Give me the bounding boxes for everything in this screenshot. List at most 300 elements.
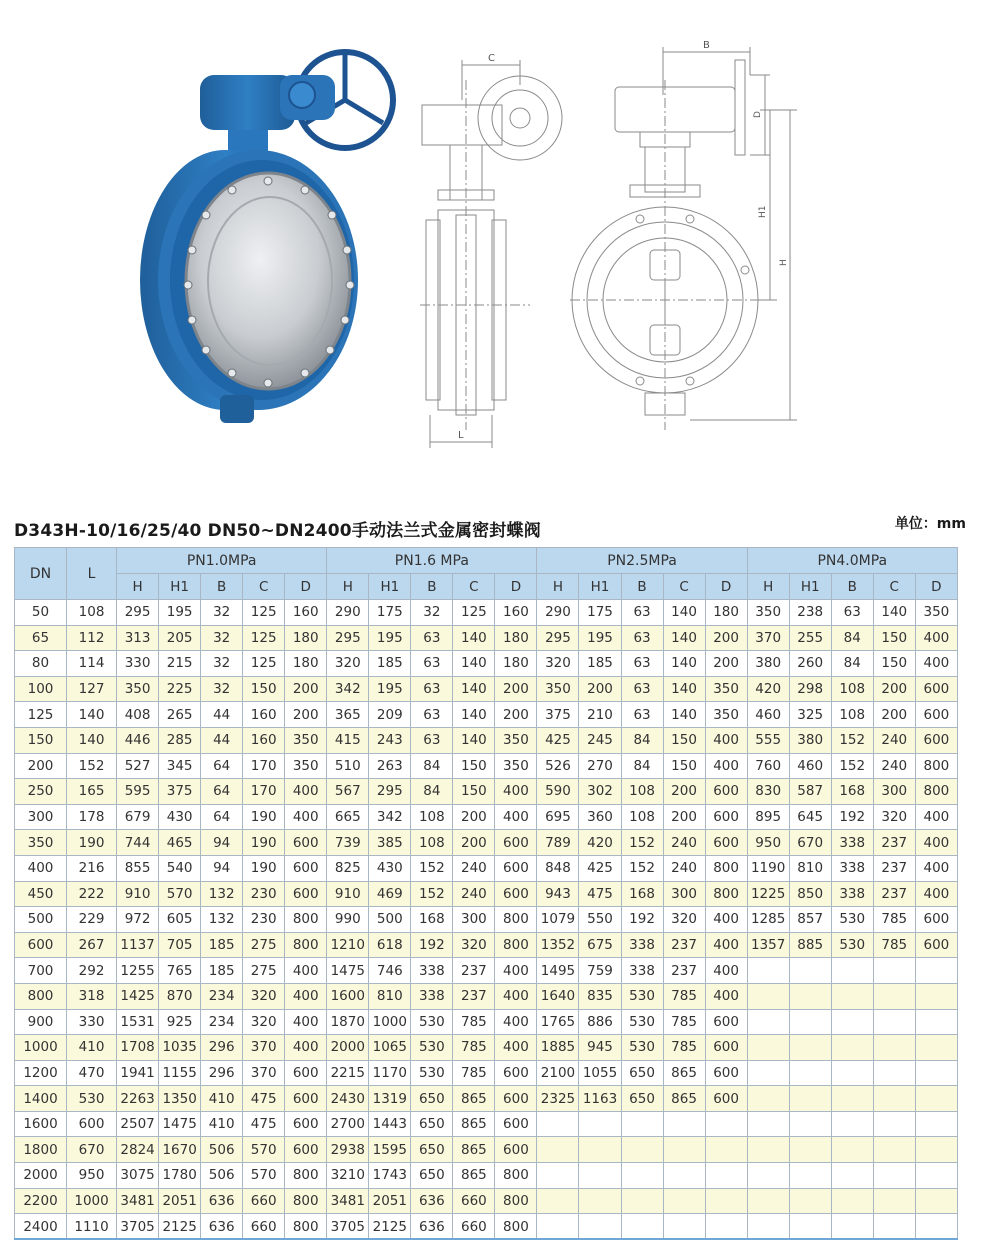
table-cell: 945 bbox=[579, 1035, 621, 1061]
table-cell: 225 bbox=[159, 676, 201, 702]
table-cell: 320 bbox=[453, 932, 495, 958]
table-cell: 185 bbox=[369, 651, 411, 677]
subheader-pn25-d: D bbox=[705, 574, 747, 600]
table-cell bbox=[873, 1163, 915, 1189]
table-cell bbox=[831, 1086, 873, 1112]
table-cell: 870 bbox=[159, 983, 201, 1009]
table-cell: 108 bbox=[411, 830, 453, 856]
table-cell: 195 bbox=[579, 625, 621, 651]
table-cell: 270 bbox=[579, 753, 621, 779]
table-cell: 1600 bbox=[15, 1111, 67, 1137]
subheader-pn16-b: B bbox=[411, 574, 453, 600]
table-cell: 180 bbox=[495, 651, 537, 677]
table-cell: 785 bbox=[453, 1009, 495, 1035]
table-cell: 800 bbox=[495, 932, 537, 958]
table-cell: 250 bbox=[15, 779, 67, 805]
table-cell: 475 bbox=[579, 881, 621, 907]
table-cell bbox=[915, 1214, 957, 1240]
table-cell: 230 bbox=[243, 881, 285, 907]
table-cell bbox=[915, 1111, 957, 1137]
table-cell: 375 bbox=[537, 702, 579, 728]
table-cell: 636 bbox=[201, 1214, 243, 1240]
table-cell: 527 bbox=[117, 753, 159, 779]
table-cell: 84 bbox=[411, 779, 453, 805]
table-cell: 600 bbox=[285, 1111, 327, 1137]
table-cell: 190 bbox=[243, 830, 285, 856]
table-cell: 400 bbox=[285, 1009, 327, 1035]
table-cell: 475 bbox=[243, 1086, 285, 1112]
valve-photo bbox=[140, 45, 400, 435]
table-cell: 1475 bbox=[327, 958, 369, 984]
table-cell: 365 bbox=[327, 702, 369, 728]
table-cell: 140 bbox=[663, 600, 705, 626]
table-cell: 2100 bbox=[537, 1060, 579, 1086]
table-cell: 192 bbox=[411, 932, 453, 958]
table-cell: 160 bbox=[285, 600, 327, 626]
table-cell: 600 bbox=[705, 804, 747, 830]
table-cell: 1000 bbox=[369, 1009, 411, 1035]
table-cell: 140 bbox=[67, 727, 117, 753]
table-cell: 506 bbox=[201, 1163, 243, 1189]
table-cell: 800 bbox=[495, 1163, 537, 1189]
table-cell: 237 bbox=[453, 958, 495, 984]
table-cell: 650 bbox=[411, 1163, 453, 1189]
table-cell: 132 bbox=[201, 907, 243, 933]
table-cell: 200 bbox=[873, 676, 915, 702]
table-cell: 63 bbox=[411, 702, 453, 728]
table-cell: 209 bbox=[369, 702, 411, 728]
table-cell: 125 bbox=[15, 702, 67, 728]
table-cell: 850 bbox=[789, 881, 831, 907]
subheader-pn25-h1: H1 bbox=[579, 574, 621, 600]
subheader-pn10-b: B bbox=[201, 574, 243, 600]
table-row bbox=[15, 1060, 958, 1086]
table-cell: 160 bbox=[495, 600, 537, 626]
table-cell: 1600 bbox=[327, 983, 369, 1009]
table-cell bbox=[747, 1035, 789, 1061]
table-cell: 152 bbox=[831, 727, 873, 753]
table-row bbox=[15, 727, 958, 753]
table-cell: 140 bbox=[453, 727, 495, 753]
table-cell bbox=[789, 1188, 831, 1214]
table-cell bbox=[831, 1060, 873, 1086]
table-cell: 420 bbox=[579, 830, 621, 856]
dimension-b-label: B bbox=[703, 40, 710, 51]
table-cell: 380 bbox=[747, 651, 789, 677]
subheader-pn10-c: C bbox=[243, 574, 285, 600]
table-cell: 240 bbox=[873, 753, 915, 779]
table-cell: 810 bbox=[789, 855, 831, 881]
table-cell: 1352 bbox=[537, 932, 579, 958]
table-cell: 300 bbox=[453, 907, 495, 933]
table-cell bbox=[915, 1009, 957, 1035]
table-cell bbox=[915, 983, 957, 1009]
table-cell: 108 bbox=[411, 804, 453, 830]
table-row bbox=[15, 907, 958, 933]
table-cell: 2215 bbox=[327, 1060, 369, 1086]
table-cell: 63 bbox=[621, 702, 663, 728]
table-cell: 650 bbox=[621, 1060, 663, 1086]
table-cell: 185 bbox=[579, 651, 621, 677]
table-cell bbox=[663, 1214, 705, 1240]
table-cell: 430 bbox=[369, 855, 411, 881]
table-cell bbox=[873, 1214, 915, 1240]
table-cell: 275 bbox=[243, 958, 285, 984]
table-cell: 450 bbox=[15, 881, 67, 907]
table-cell bbox=[747, 1214, 789, 1240]
table-cell bbox=[537, 1163, 579, 1189]
table-cell: 2430 bbox=[327, 1086, 369, 1112]
table-cell: 150 bbox=[873, 625, 915, 651]
table-cell: 205 bbox=[159, 625, 201, 651]
table-cell: 1885 bbox=[537, 1035, 579, 1061]
table-cell: 84 bbox=[831, 625, 873, 651]
table-cell: 168 bbox=[411, 907, 453, 933]
table-cell: 900 bbox=[15, 1009, 67, 1035]
table-cell: 295 bbox=[117, 600, 159, 626]
table-cell: 84 bbox=[411, 753, 453, 779]
table-row bbox=[15, 1086, 958, 1112]
table-cell bbox=[831, 1009, 873, 1035]
table-cell: 830 bbox=[747, 779, 789, 805]
table-cell: 645 bbox=[789, 804, 831, 830]
subheader-pn16-d: D bbox=[495, 574, 537, 600]
table-cell: 265 bbox=[159, 702, 201, 728]
table-row bbox=[15, 779, 958, 805]
table-cell bbox=[705, 1214, 747, 1240]
table-cell bbox=[873, 1111, 915, 1137]
table-cell: 400 bbox=[915, 855, 957, 881]
table-cell: 885 bbox=[789, 932, 831, 958]
table-cell: 990 bbox=[327, 907, 369, 933]
table-cell: 200 bbox=[285, 676, 327, 702]
table-cell: 400 bbox=[285, 1035, 327, 1061]
table-cell bbox=[789, 1035, 831, 1061]
table-cell: 338 bbox=[621, 932, 663, 958]
table-cell: 345 bbox=[159, 753, 201, 779]
table-cell bbox=[537, 1111, 579, 1137]
dimension-h1-label: H1 bbox=[758, 205, 768, 218]
table-cell: 295 bbox=[327, 625, 369, 651]
table-cell: 237 bbox=[663, 932, 705, 958]
table-cell: 385 bbox=[369, 830, 411, 856]
table-cell bbox=[915, 958, 957, 984]
table-cell: 222 bbox=[67, 881, 117, 907]
table-cell: 350 bbox=[285, 727, 327, 753]
table-cell: 300 bbox=[663, 881, 705, 907]
table-cell: 200 bbox=[705, 625, 747, 651]
table-cell: 600 bbox=[285, 855, 327, 881]
table-cell: 570 bbox=[243, 1137, 285, 1163]
table-cell: 1110 bbox=[67, 1214, 117, 1240]
table-cell: 1743 bbox=[369, 1163, 411, 1189]
table-cell: 800 bbox=[705, 881, 747, 907]
table-cell: 660 bbox=[453, 1188, 495, 1214]
table-cell: 510 bbox=[327, 753, 369, 779]
table-cell: 605 bbox=[159, 907, 201, 933]
table-cell: 400 bbox=[915, 651, 957, 677]
table-cell: 330 bbox=[117, 651, 159, 677]
table-cell: 350 bbox=[747, 600, 789, 626]
table-cell: 302 bbox=[579, 779, 621, 805]
table-cell: 465 bbox=[159, 830, 201, 856]
table-cell: 320 bbox=[873, 804, 915, 830]
table-cell: 100 bbox=[15, 676, 67, 702]
table-cell: 140 bbox=[873, 600, 915, 626]
table-cell bbox=[873, 1009, 915, 1035]
page-title: D343H-10/16/25/40 DN50~DN2400手动法兰式金属密封蝶阀 bbox=[14, 521, 541, 541]
table-row bbox=[15, 1111, 958, 1137]
table-cell: 200 bbox=[453, 804, 495, 830]
table-cell: 240 bbox=[663, 855, 705, 881]
table-cell: 200 bbox=[285, 702, 327, 728]
table-cell: 178 bbox=[67, 804, 117, 830]
table-row bbox=[15, 855, 958, 881]
table-cell: 200 bbox=[453, 830, 495, 856]
table-cell: 600 bbox=[495, 830, 537, 856]
table-cell: 400 bbox=[705, 753, 747, 779]
header-dn: DN bbox=[15, 548, 67, 600]
table-cell: 650 bbox=[411, 1111, 453, 1137]
table-cell: 125 bbox=[453, 600, 495, 626]
table-cell bbox=[705, 1163, 747, 1189]
table-cell: 785 bbox=[873, 932, 915, 958]
table-cell: 1531 bbox=[117, 1009, 159, 1035]
table-cell: 65 bbox=[15, 625, 67, 651]
table-cell: 865 bbox=[453, 1086, 495, 1112]
table-cell: 587 bbox=[789, 779, 831, 805]
table-cell: 600 bbox=[705, 830, 747, 856]
table-cell: 600 bbox=[495, 1111, 537, 1137]
table-cell: 152 bbox=[621, 855, 663, 881]
table-cell: 125 bbox=[243, 651, 285, 677]
table-cell: 785 bbox=[873, 907, 915, 933]
table-cell bbox=[621, 1111, 663, 1137]
table-cell: 152 bbox=[621, 830, 663, 856]
table-cell: 600 bbox=[15, 932, 67, 958]
table-cell: 400 bbox=[495, 1035, 537, 1061]
table-cell bbox=[915, 1035, 957, 1061]
table-cell: 292 bbox=[67, 958, 117, 984]
table-cell: 1035 bbox=[159, 1035, 201, 1061]
table-row bbox=[15, 1163, 958, 1189]
table-row bbox=[15, 1035, 958, 1061]
table-cell: 800 bbox=[915, 779, 957, 805]
table-cell: 185 bbox=[201, 932, 243, 958]
table-cell: 63 bbox=[621, 651, 663, 677]
table-cell: 1357 bbox=[747, 932, 789, 958]
table-cell: 150 bbox=[663, 727, 705, 753]
table-cell: 84 bbox=[621, 727, 663, 753]
spec-table bbox=[14, 547, 958, 1240]
table-cell: 400 bbox=[705, 958, 747, 984]
subheader-pn25-b: B bbox=[621, 574, 663, 600]
table-cell: 2051 bbox=[159, 1188, 201, 1214]
table-cell: 470 bbox=[67, 1060, 117, 1086]
table-cell: 660 bbox=[453, 1214, 495, 1240]
table-cell: 1425 bbox=[117, 983, 159, 1009]
table-cell: 240 bbox=[453, 855, 495, 881]
sub-header-row bbox=[15, 574, 958, 600]
table-cell: 150 bbox=[453, 753, 495, 779]
table-cell: 2000 bbox=[327, 1035, 369, 1061]
table-cell: 313 bbox=[117, 625, 159, 651]
table-cell: 636 bbox=[411, 1188, 453, 1214]
table-cell: 370 bbox=[243, 1060, 285, 1086]
illustration-area bbox=[0, 0, 1000, 490]
table-cell: 460 bbox=[747, 702, 789, 728]
table-cell: 800 bbox=[495, 1214, 537, 1240]
dimension-h-label: H bbox=[779, 259, 789, 266]
table-cell: 430 bbox=[159, 804, 201, 830]
table-cell bbox=[579, 1163, 621, 1189]
table-cell: 200 bbox=[579, 676, 621, 702]
table-cell: 350 bbox=[495, 753, 537, 779]
table-cell: 350 bbox=[705, 702, 747, 728]
table-cell: 1400 bbox=[15, 1086, 67, 1112]
subheader-pn40-d: D bbox=[915, 574, 957, 600]
dimension-c-label: C bbox=[488, 53, 495, 64]
dimension-d-label: D bbox=[753, 111, 763, 118]
table-cell: 420 bbox=[747, 676, 789, 702]
table-cell: 152 bbox=[831, 753, 873, 779]
table-cell bbox=[873, 983, 915, 1009]
table-cell: 338 bbox=[621, 958, 663, 984]
table-cell: 370 bbox=[747, 625, 789, 651]
table-cell bbox=[747, 983, 789, 1009]
table-cell: 810 bbox=[369, 983, 411, 1009]
table-cell: 500 bbox=[15, 907, 67, 933]
table-cell bbox=[789, 1163, 831, 1189]
table-cell bbox=[621, 1214, 663, 1240]
table-cell: 570 bbox=[243, 1163, 285, 1189]
table-cell bbox=[747, 1163, 789, 1189]
table-cell: 600 bbox=[705, 779, 747, 805]
table-cell: 700 bbox=[15, 958, 67, 984]
table-cell: 600 bbox=[495, 855, 537, 881]
table-cell: 400 bbox=[495, 958, 537, 984]
table-cell: 410 bbox=[201, 1086, 243, 1112]
table-cell: 675 bbox=[579, 932, 621, 958]
table-cell: 785 bbox=[453, 1035, 495, 1061]
table-cell: 400 bbox=[495, 1009, 537, 1035]
table-cell bbox=[831, 1137, 873, 1163]
table-cell: 338 bbox=[831, 855, 873, 881]
subheader-pn16-c: C bbox=[453, 574, 495, 600]
table-cell: 600 bbox=[915, 727, 957, 753]
table-cell: 526 bbox=[537, 753, 579, 779]
table-cell: 600 bbox=[285, 830, 327, 856]
table-row bbox=[15, 625, 958, 651]
table-cell: 400 bbox=[495, 983, 537, 1009]
table-cell: 114 bbox=[67, 651, 117, 677]
table-cell: 160 bbox=[243, 702, 285, 728]
table-cell: 1000 bbox=[67, 1188, 117, 1214]
table-cell bbox=[579, 1188, 621, 1214]
table-cell bbox=[915, 1188, 957, 1214]
table-cell: 1443 bbox=[369, 1111, 411, 1137]
table-cell: 170 bbox=[243, 779, 285, 805]
table-cell: 108 bbox=[621, 804, 663, 830]
table-cell: 140 bbox=[453, 676, 495, 702]
table-cell: 950 bbox=[67, 1163, 117, 1189]
table-cell: 670 bbox=[67, 1137, 117, 1163]
table-cell: 670 bbox=[789, 830, 831, 856]
table-cell: 237 bbox=[663, 958, 705, 984]
table-cell: 1190 bbox=[747, 855, 789, 881]
table-row bbox=[15, 1009, 958, 1035]
table-cell: 865 bbox=[453, 1137, 495, 1163]
table-cell: 590 bbox=[537, 779, 579, 805]
table-cell: 665 bbox=[327, 804, 369, 830]
table-cell: 160 bbox=[243, 727, 285, 753]
table-cell: 237 bbox=[873, 830, 915, 856]
table-cell: 195 bbox=[159, 600, 201, 626]
table-cell: 318 bbox=[67, 983, 117, 1009]
table-cell: 200 bbox=[15, 753, 67, 779]
table-cell: 600 bbox=[67, 1111, 117, 1137]
table-cell: 32 bbox=[201, 600, 243, 626]
table-cell: 342 bbox=[327, 676, 369, 702]
table-cell bbox=[873, 1086, 915, 1112]
table-cell: 200 bbox=[495, 676, 537, 702]
table-cell bbox=[747, 1137, 789, 1163]
table-cell: 230 bbox=[243, 907, 285, 933]
table-cell bbox=[747, 1111, 789, 1137]
table-cell: 1640 bbox=[537, 983, 579, 1009]
table-cell: 234 bbox=[201, 983, 243, 1009]
table-cell: 2125 bbox=[369, 1214, 411, 1240]
table-cell: 400 bbox=[285, 779, 327, 805]
subheader-pn10-h1: H1 bbox=[159, 574, 201, 600]
table-cell: 886 bbox=[579, 1009, 621, 1035]
table-cell: 243 bbox=[369, 727, 411, 753]
table-cell: 785 bbox=[453, 1060, 495, 1086]
table-cell: 140 bbox=[453, 625, 495, 651]
table-cell: 2000 bbox=[15, 1163, 67, 1189]
table-cell: 152 bbox=[411, 855, 453, 881]
table-cell: 600 bbox=[285, 1086, 327, 1112]
table-cell: 295 bbox=[369, 779, 411, 805]
table-cell: 500 bbox=[369, 907, 411, 933]
table-cell bbox=[915, 1163, 957, 1189]
table-cell: 425 bbox=[537, 727, 579, 753]
table-cell bbox=[789, 1111, 831, 1137]
table-cell: 1255 bbox=[117, 958, 159, 984]
table-cell: 660 bbox=[243, 1188, 285, 1214]
table-cell bbox=[705, 1137, 747, 1163]
table-cell: 152 bbox=[67, 753, 117, 779]
table-cell: 50 bbox=[15, 600, 67, 626]
table-cell bbox=[873, 1188, 915, 1214]
table-cell: 320 bbox=[327, 651, 369, 677]
table-cell: 165 bbox=[67, 779, 117, 805]
table-cell: 275 bbox=[243, 932, 285, 958]
table-cell: 595 bbox=[117, 779, 159, 805]
table-cell: 785 bbox=[663, 1009, 705, 1035]
table-cell: 175 bbox=[579, 600, 621, 626]
table-cell bbox=[873, 958, 915, 984]
table-cell: 540 bbox=[159, 855, 201, 881]
table-cell: 530 bbox=[411, 1009, 453, 1035]
table-cell bbox=[747, 1060, 789, 1086]
table-cell bbox=[831, 1035, 873, 1061]
table-cell: 400 bbox=[915, 625, 957, 651]
table-cell: 125 bbox=[243, 625, 285, 651]
table-cell: 192 bbox=[621, 907, 663, 933]
table-cell bbox=[915, 1060, 957, 1086]
table-cell: 800 bbox=[495, 1188, 537, 1214]
